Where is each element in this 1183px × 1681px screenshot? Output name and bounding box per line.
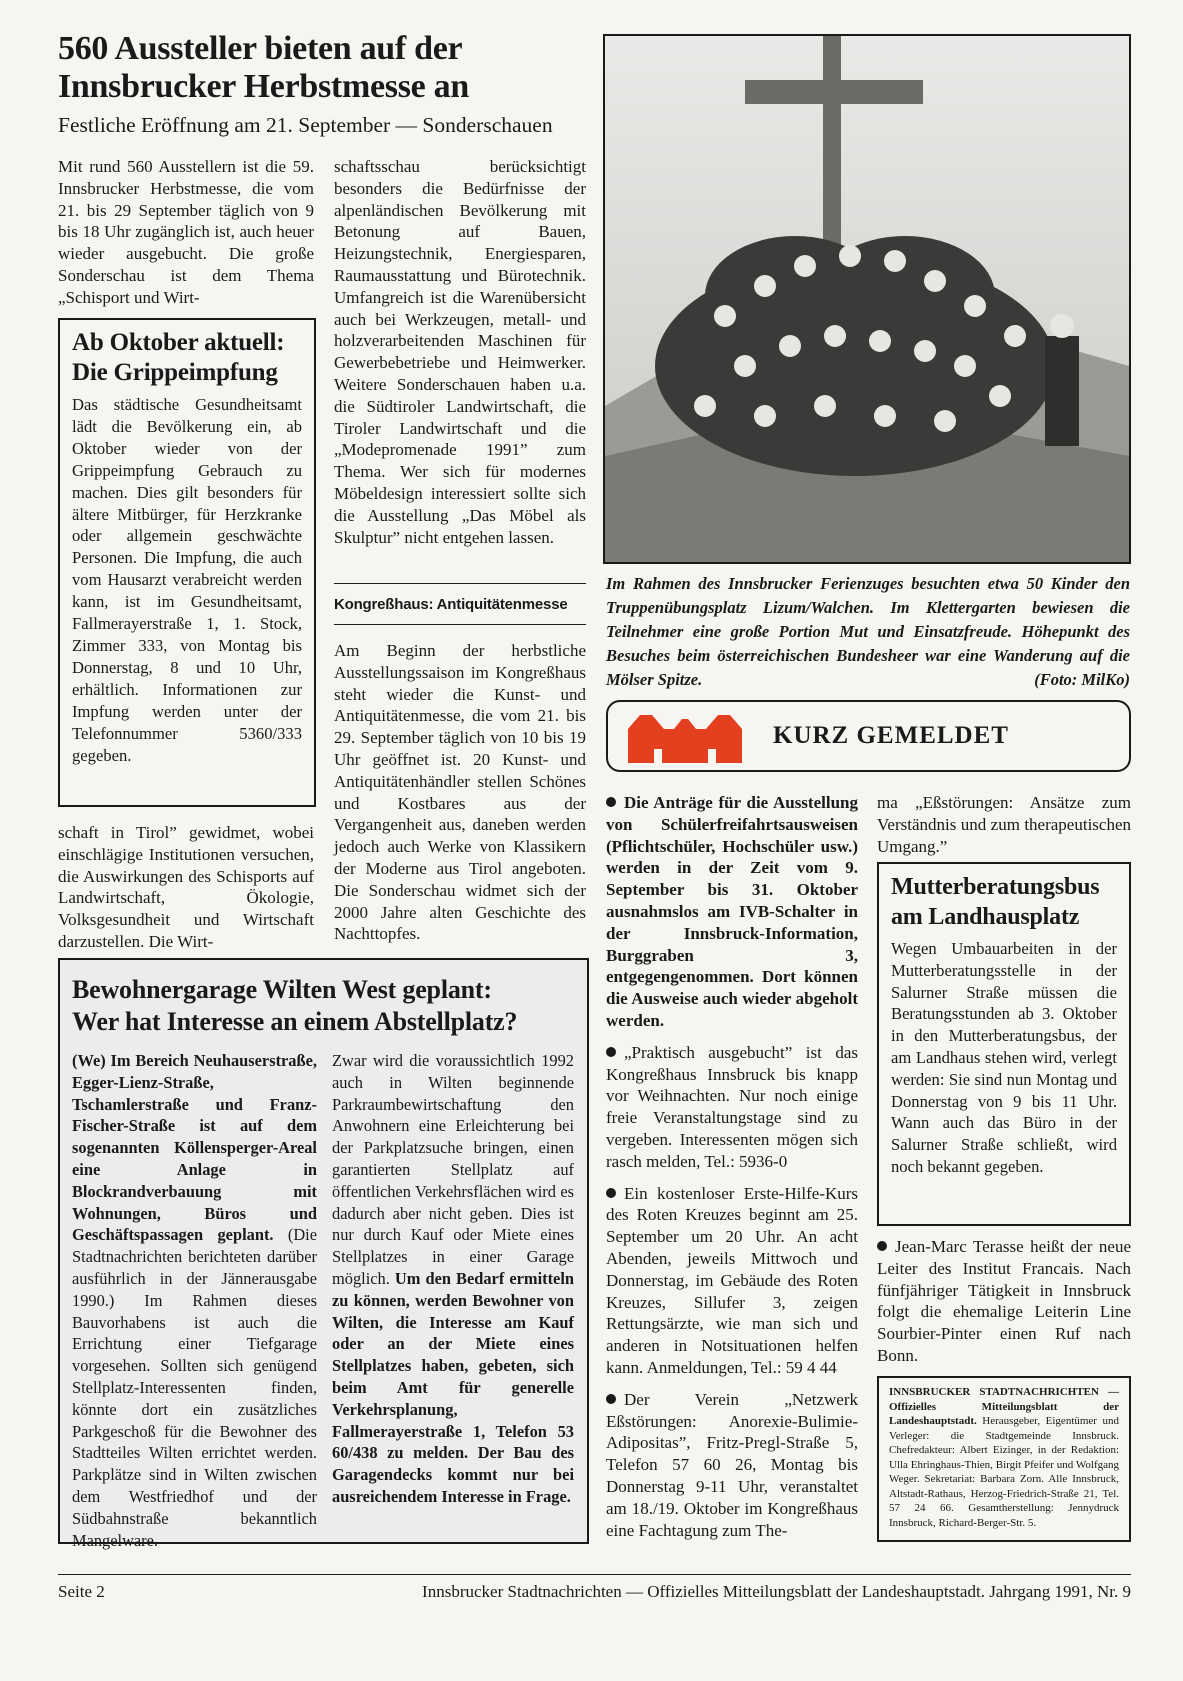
bullet-icon xyxy=(606,1188,616,1198)
kurz-item-2: „Praktisch ausgebucht” ist das Kongreßhaus Innsbruck bis knapp vor Weihnachten. Nur noch einige freie Veranstaltungstage sind zu vergeben. Interessenten mögen sich rasch melden, Tel.: 5936-0 xyxy=(606,1042,858,1171)
garage-box-title: Bewohnergarage Wilten West geplant: Wer hat Interesse an einem Abstellplatz? xyxy=(72,975,518,1036)
footer-page-number: Seite 2 xyxy=(58,1582,105,1601)
kurz-item-1: Die Anträge für die Ausstellung von Schülerfreifahrtsausweisen (Pflichtschüler, Hochschüler usw.) werden in der Zeit vom 9. September bis 31. Oktober ausnahmslos am IVB-Schalter in der Innsbruck-Information, Burggraben 3, entgegengenommen. Dort können die Ausweise auch wieder abgeholt werden. xyxy=(606,793,858,1030)
city-logo-icon xyxy=(626,707,744,767)
footer-rule xyxy=(58,1574,1131,1575)
mutter-box-title: Mutterberatungsbus am Landhausplatz xyxy=(891,874,1100,930)
kurz-gemeldet-header xyxy=(606,700,1131,772)
mutter-box xyxy=(877,862,1131,1226)
lead-subheadline: Festliche Eröffnung am 21. September — Sonderschauen xyxy=(58,113,553,137)
photo-credit: (Foto: MilKo) xyxy=(1034,670,1130,689)
section-divider-bottom xyxy=(334,624,586,625)
lead-headline-line1: 560 Aussteller bieten auf der xyxy=(58,30,463,67)
kurz-col-a xyxy=(606,792,858,1541)
flu-box-title: Ab Oktober aktuell: Die Grippeimpfung xyxy=(72,329,285,386)
bullet-icon xyxy=(606,797,616,807)
lead-col2-bottom: Am Beginn der herbstliche Ausstellungssaison im Kongreßhaus steht wieder die Kunst- und Antiquitätenmesse, die vom 21. bis 29. September täglich von 10 bis 19 Uhr geöffnet ist. 20 Kunst- und Antiquitätenhändler stellen Schönes und Kostbares aus der Vergangenheit aus, daneben werden jedoch auch Werke von Klassikern der Moderne aus Tirol angeboten. Die Sonderschau widmet sich der 2000 Jahre alten Geschichte des Nachttopfes. xyxy=(334,641,586,944)
lead-col1-bottom: schaft in Tirol” gewidmet, wobei einschlägige Institutionen versuchen, die Auswirkungen des Schisports auf Landwirtschaft, Ökologie, Volksgesundheit und Wirtschaft darzustellen. Die Wirt- xyxy=(58,823,314,951)
impressum-box xyxy=(877,1376,1131,1542)
bullet-icon xyxy=(606,1047,616,1057)
lead-headline-line2: Innsbrucker Herbstmesse an xyxy=(58,68,469,105)
group-photo xyxy=(603,34,1131,564)
garage-box xyxy=(58,958,589,1550)
lead-col1-top: Mit rund 560 Ausstellern ist die 59. Innsbrucker Herbstmesse, die vom 21. bis 29 September täglich von 9 bis 18 Uhr zugänglich ist, auch heuer wieder ausgebucht. Die große Sonderschau ist dem Thema „Schisport und Wirt- xyxy=(58,157,314,307)
antiques-section-heading: Kongreßhaus: Antiquitätenmesse xyxy=(334,596,568,613)
kurz-gemeldet-title: KURZ GEMELDET xyxy=(773,722,1009,749)
kurz-item-5: Jean-Marc Terasse heißt der neue Leiter des Institut Francais. Nach fünfjähriger Tätigkeit in Innsbruck folgt die ehemalige Leiterin Line Sourbier-Pinter einen Ruf nach Bonn. xyxy=(877,1237,1131,1365)
section-divider-top xyxy=(334,583,586,584)
bullet-icon xyxy=(877,1241,887,1251)
group-photo-illustration xyxy=(605,36,1129,562)
kurz-item-4-continued: ma „Eßstörungen: Ansätze zum Verständnis und zum therapeutischen Umgang.” xyxy=(877,793,1131,856)
garage-col1: (We) Im Bereich Neuhauserstraße, Egger-Lienz-Straße, Tschamlerstraße und Franz-Fischer-Straße ist auf dem sogenannten Köllensperger-Areal eine Anlage in Blockrandverbauung mit Wohnungen, Büros und Geschäftspassagen geplant. (Die Stadtnachrichten berichteten darüber ausführlich in der Jännerausgabe 1990.) Im Rahmen dieses Bauvorhabens ist auch die Errichtung einer Tiefgarage vorgesehen. Sollten sich genügend Stellplatz-Interessenten finden, könnte dort ein zusätzliches Parkgeschoß für die Bewohner des Stadtteiles Wilten errichtet werden. Parkplätze sind in Wilten zwischen dem Westfriedhof und der Südbahnstraße bekanntlich Mangelware. xyxy=(72,1051,317,1550)
bullet-icon xyxy=(606,1394,616,1404)
photo-caption: Im Rahmen des Innsbrucker Ferienzuges besuchten etwa 50 Kinder den Truppenübungsplatz Lizum/Walchen. Im Klettergarten bewiesen die Teilnehmer eine große Portion Mut und Einsatzfreude. Höhepunkt des Besuches beim österreichischen Bundesheer war eine Wanderung auf die Mölser Spitze. (Foto: MilKo) xyxy=(606,572,1130,692)
impressum-text: INNSBRUCKER STADTNACHRICHTEN — Offizielles Mitteilungsblatt der Landeshauptstadt. Herausgeber, Eigentümer und Verleger: die Stadtgemeinde Innsbruck. Chefredakteur: Albert Eizinger, in der Redaktion: Ulla Ehringhaus-Thien, Birgit Pfeifer und Wolfgang Weger. Sekretariat: Barbara Zorn. Alle Innsbruck, Altstadt-Rathaus, Herzog-Friedrich-Straße 21, Tel. 57 24 66. Gesamtherstellung: Jennydruck Innsbruck, Richard-Berger-Str. 5. xyxy=(889,1386,1119,1529)
flu-box xyxy=(58,318,316,807)
footer-publication: Innsbrucker Stadtnachrichten — Offizielles Mitteilungsblatt der Landeshauptstadt. Jahrgang 1991, Nr. 9 xyxy=(422,1582,1131,1601)
lead-headline xyxy=(58,30,598,106)
flu-box-text: Das städtische Gesundheitsamt lädt die Bevölkerung ein, ab Oktober wieder von der Grippeimpfung Gebrauch zu machen. Dies gilt besonders für ältere Mitbürger, für Herzkranke oder allgemein geschwächte Personen. Die Impfung, die auch vom Hausarzt verabreicht werden kann, ist im Gesundheitsamt, Fallmerayerstraße 1, 1. Stock, Zimmer 333, von Montag bis Donnerstag, 8 und 10 Uhr, erhältlich. Informationen zur Impfung werden unter der Telefonnummer 5360/333 gegeben. xyxy=(72,395,302,765)
mutter-box-text: Wegen Umbauarbeiten in der Mutterberatungsstelle in der Salurner Straße müssen die Beratungsstunden ab 3. Oktober in den Mutterberatungsbus, der am Landhaus stehen wird, verlegt werden: Sie sind nun Montag und Donnerstag von 9 bis 11 Uhr. Wann auch das Büro in der Salurner Straße schließt, wird noch bekannt gegeben. xyxy=(891,939,1117,1176)
garage-col2: Zwar wird die voraussichtlich 1992 auch in Wilten beginnende Parkraumbewirtschaftung den Anwohnern eine Erleichterung bei der Parkplatzsuche bringen, einen garantierten Stellplatz auf öffentlichen Verkehrsflächen wird es dadurch aber nicht geben. Dies ist nur durch Kauf oder Miete eines Stellplatzes in einer Garage möglich. Um den Bedarf ermitteln zu können, werden Bewohner von Wilten, die Interesse am Kauf oder an der Miete eines Stellplatzes haben, gebeten, sich beim Amt für generelle Verkehrsplanung, Fallmerayerstraße 1, Telefon 53 60/438 zu melden. Der Bau des Garagendecks kommt nur bei ausreichendem Interesse in Frage. xyxy=(332,1051,574,1506)
kurz-item-3: Ein kostenloser Erste-Hilfe-Kurs des Roten Kreuzes beginnt am 25. September um 20 Uhr. An acht Abenden, jeweils Mittwoch und Donnerstag, im Gebäude des Roten Kreuzes, Sillufer 3, zeigen Rettungsärzte, wie man sich und anderen in Notsituationen helfen kann. Anmeldungen, Tel.: 59 4 44 xyxy=(606,1183,858,1377)
kurz-item-4: Der Verein „Netzwerk Eßstörungen: Anorexie-Bulimie-Adipositas”, Fritz-Pregl-Straße 5, Telefon 57 60 26, Montag bis Donnerstag 9-11 Uhr, veranstaltet am 18./19. Oktober im Kongreßhaus eine Fachtagung zum The- xyxy=(606,1389,858,1540)
lead-col2-top: schaftsschau berücksichtigt besonders die Bedürfnisse der alpenländischen Bevölkerung mit Betonung auf Bauen, Heizungstechnik, Energiesparen, Raumausstattung und Bürotechnik. Umfangreich ist die Warenübersicht auch bei Werkzeugen, metall- und holzverarbeitenden Maschinen für Gewerbebetriebe und Heimwerker. Weitere Sonderschauen haben u.a. die Südtiroler Landwirtschaft, die Tiroler Landwirtschaft und die „Modepromenade 1991” zum Thema. Wer sich für modernes Möbeldesign interessiert sollte sich die Ausstellung „Das Möbel als Skulptur” nicht entgehen lassen. xyxy=(334,157,586,547)
